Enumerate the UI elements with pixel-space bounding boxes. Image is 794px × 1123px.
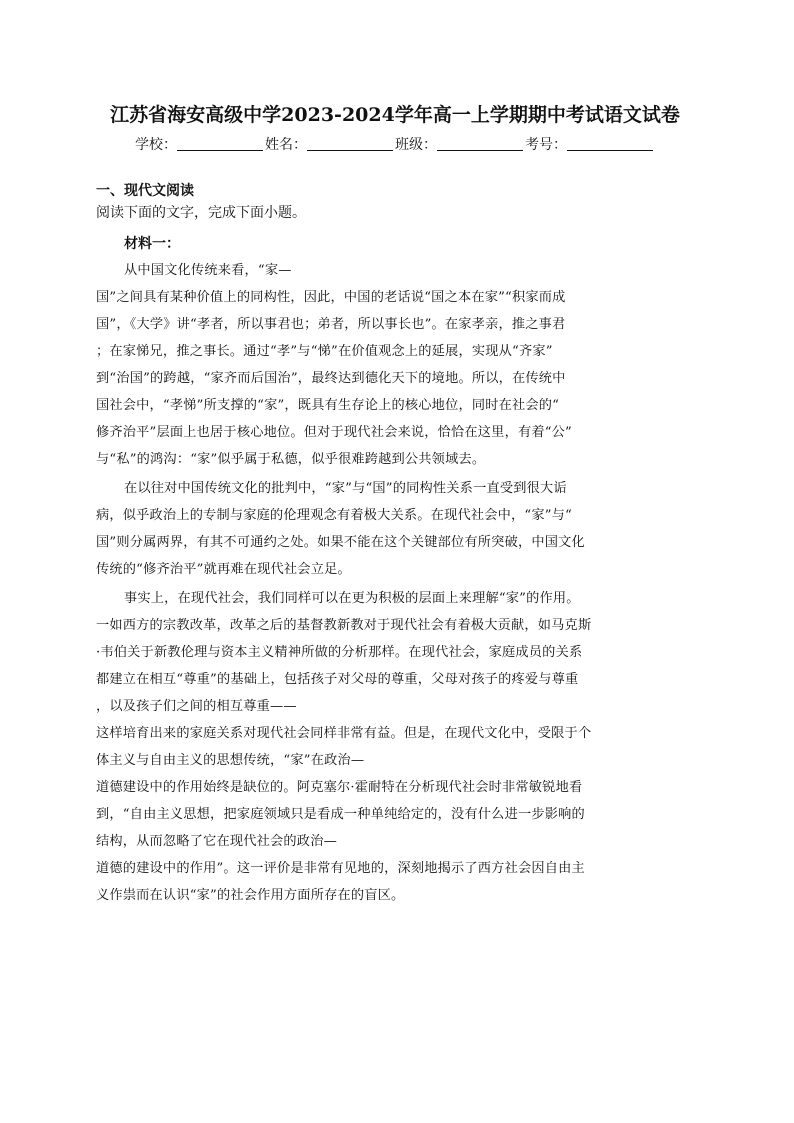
student-info-row (96, 134, 694, 156)
name-label: 姓名： (265, 137, 307, 153)
section-heading: 一、现代文阅读 (96, 183, 194, 199)
paragraph-line: 这样培育出来的家庭关系对现代社会同样非常有益。但是，在现代文化中，受限于个 (96, 726, 592, 741)
paragraph-line: 国社会中，“孝悌”所支撑的“家”，既具有生存论上的核心地位，同时在社会的“ (96, 398, 560, 413)
paragraph-line: 体主义与自由主义的思想传统，“家”在政治— (96, 753, 365, 768)
paragraph-line: 修齐治平”层面上也居于核心地位。但对于现代社会来说，恰恰在这里，有着“公” (96, 425, 572, 440)
paragraph-line: ·韦伯关于新教伦理与资本主义精神所做的分析那样。在现代社会，家庭成员的关系 (96, 645, 583, 660)
paragraph-line: 从中国文化传统来看，“家— (124, 263, 292, 278)
paragraph-line: 在以往对中国传统文化的批判中，“家”与“国”的同构性关系一直受到很大诟 (124, 481, 567, 496)
paragraph-line: 国”之间具有某种价值上的同构性，因此，中国的老话说“国之本在家”“积家而成 (96, 290, 566, 305)
paragraph-line: 病，似乎政治上的专制与家庭的伦理观念有着极大关系。在现代社会中，“家”与“ (96, 508, 572, 523)
paragraph-line: 到“治国”的跨越，“家齐而后国治”，最终达到德化天下的境地。所以，在传统中 (96, 371, 566, 386)
paragraph-line: 都建立在相互“尊重”的基础上，包括孩子对父母的尊重，父母对孩子的疼爱与尊重 (96, 672, 579, 687)
paragraph-line: 与“私”的鸿沟：“家”似乎属于私德，似乎很难跨越到公共领域去。 (96, 452, 486, 467)
exam-number-label: 考号： (525, 137, 567, 153)
paragraph-line: 道德的建设中的作用”。这一评价是非常有见地的，深刻地揭示了西方社会因自由主 (96, 861, 585, 876)
paragraph-line: 道德建设中的作用始终是缺位的。阿克塞尔·霍耐特在分析现代社会时非常敏锐地看 (96, 780, 583, 795)
paragraph-line: 一如西方的宗教改革，改革之后的基督教新教对于现代社会有着极大贡献，如马克斯 (96, 618, 592, 633)
paragraph-line: 结构，从而忽略了它在现代社会的政治— (96, 834, 337, 849)
class-label: 班级： (395, 137, 437, 153)
paragraph-line: 事实上，在现代社会，我们同样可以在更为积极的层面上来理解“家”的作用。 (124, 591, 580, 606)
school-label: 学校： (135, 137, 177, 153)
exam-number-blank (567, 136, 653, 151)
material-label: 材料一： (124, 236, 180, 252)
paragraph-2 (96, 475, 694, 583)
paragraph-line: 传统的“修齐治平”就再难在现代社会立足。 (96, 562, 351, 577)
paragraph-line: ；在家悌兄，推之事长。通过“孝”与“悌”在价值观念上的延展，实现从“齐家” (96, 344, 553, 359)
exam-title: 江苏省海安高级中学2023-2024学年高一上学期期中考试语文试卷 (110, 104, 680, 126)
paragraph-line: 国”，《大学》讲“孝者，所以事君也；弟者，所以事长也”。在家孝亲，推之事君 (96, 317, 566, 332)
paragraph-3 (96, 585, 694, 909)
school-blank (177, 136, 263, 151)
paragraph-line: ，以及孩子们之间的相互尊重—— (96, 699, 297, 714)
paragraph-line: 国”则分属两界，有其不可通约之处。如果不能在这个关键部位有所突破，中国文化 (96, 535, 585, 550)
name-blank (307, 136, 393, 151)
paragraph-1 (96, 257, 694, 473)
class-blank (437, 136, 523, 151)
paragraph-line: 义作祟而在认识“家”的社会作用方面所存在的盲区。 (96, 888, 405, 903)
reading-instruction: 阅读下面的文字，完成下面小题。 (96, 205, 306, 221)
paragraph-line: 到，“自由主义思想，把家庭领域只是看成一种单纯给定的，没有什么进一步影响的 (96, 807, 585, 822)
